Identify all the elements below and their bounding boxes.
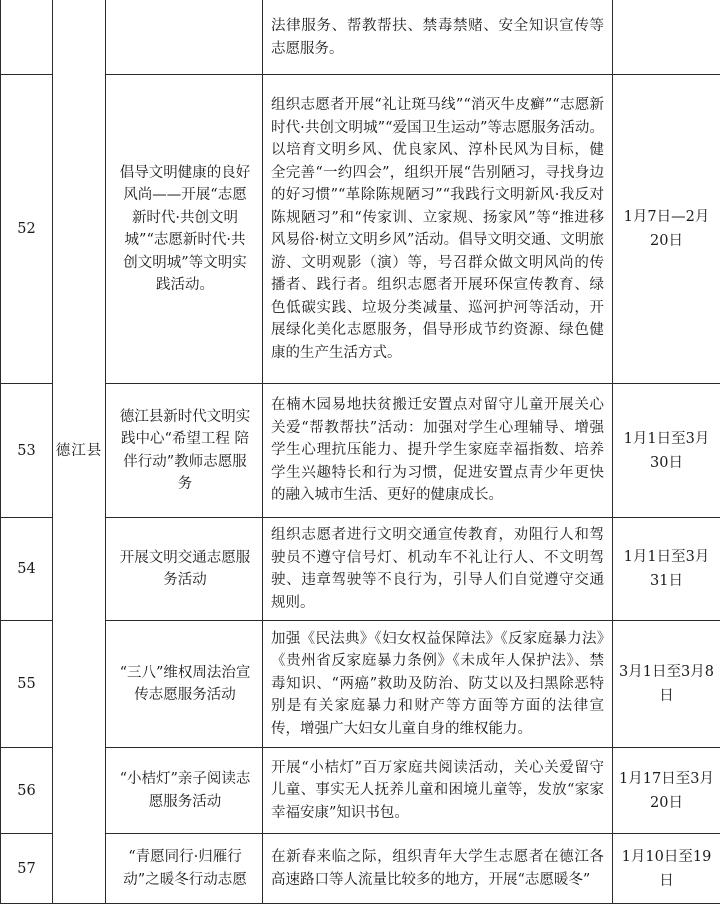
table-row <box>1 75 720 384</box>
activity-title <box>106 0 263 75</box>
table-row <box>1 748 720 834</box>
row-number: 52 <box>1 75 53 384</box>
activity-title: “小桔灯”亲子阅读志愿服务活动 <box>106 748 263 834</box>
activity-title: 倡导文明健康的良好风尚——开展“志愿新时代·共创文明城”“志愿新时代·共创文明城”等文明实践活动。 <box>106 75 263 384</box>
activity-title: “青愿同行·归雁行动”之暖冬行动志愿 <box>106 834 263 904</box>
row-number: 56 <box>1 748 53 834</box>
activity-time <box>613 0 720 75</box>
table-row <box>1 834 720 904</box>
activity-time: 1月1日至3月30日 <box>613 384 720 518</box>
activity-time: 3月1日至3月8日 <box>613 621 720 748</box>
activity-time: 1月1日至3月31日 <box>613 518 720 621</box>
row-number: 55 <box>1 621 53 748</box>
table-row <box>1 621 720 748</box>
table-row <box>1 384 720 518</box>
activity-content: 在新春来临之际，组织青年大学生志愿者在德江各高速路口等人流量比较多的地方，开展“志愿暖冬” <box>263 834 613 904</box>
activity-title: “三八”维权周法治宣传志愿服务活动 <box>106 621 263 748</box>
table-row <box>1 0 720 75</box>
county-cell: 德江县 <box>53 0 106 904</box>
activity-time: 1月10日至19日 <box>613 834 720 904</box>
table-row <box>1 518 720 621</box>
activity-time: 1月7日—2月20日 <box>613 75 720 384</box>
row-number <box>1 0 53 75</box>
activity-title: 德江县新时代文明实践中心“希望工程 陪伴行动”教师志愿服务 <box>106 384 263 518</box>
row-number: 53 <box>1 384 53 518</box>
activity-content: 法律服务、帮教帮扶、禁毒禁赌、安全知识宣传等志愿服务。 <box>263 0 613 75</box>
row-number: 57 <box>1 834 53 904</box>
row-number: 54 <box>1 518 53 621</box>
activity-content: 开展“小桔灯”百万家庭共阅读活动，关心关爱留守儿童、事实无人抚养儿童和困境儿童等，发放“家家幸福安康”知识书包。 <box>263 748 613 834</box>
activity-content: 组织志愿者进行文明交通宣传教育，劝阻行人和驾驶员不遵守信号灯、机动车不礼让行人、不文明驾驶、违章驾驶等不良行为，引导人们自觉遵守交通规则。 <box>263 518 613 621</box>
activity-content: 加强《民法典》《妇女权益保障法》《反家庭暴力法》《贵州省反家庭暴力条例》《未成年人保护法》、禁毒知识、“两癌”救助及防治、防艾以及扫黑除恶特别是有关家庭暴力和财产等方面等方面的法律宣传，增强广大妇女儿童自身的维权能力。 <box>263 621 613 748</box>
activity-title: 开展文明交通志愿服务活动 <box>106 518 263 621</box>
activity-content: 在楠木园易地扶贫搬迁安置点对留守儿童开展关心关爱“帮教帮扶”活动：加强对学生心理辅导、增强学生心理抗压能力、提升学生家庭幸福指数、培养学生兴趣特长和行为习惯，促进安置点青少年更快的融入城市生活、更好的健康成长。 <box>263 384 613 518</box>
activity-content: 组织志愿者开展“礼让斑马线”“消灭牛皮癣”“志愿新时代·共创文明城”“爱国卫生运动”等志愿服务活动。以培育文明乡风、优良家风、淳朴民风为目标，健全完善“一约四会”，组织开展“告别陋习，寻找身边的好习惯”“革除陈规陋习”“我践行文明新风·我反对陈规陋习”和“传家训、立家规、扬家风”等“推进移风易俗·树立文明乡风”活动。倡导文明交通、文明旅游、文明观影（演）等，号召群众做文明风尚的传播者、践行者。组织志愿者开展环保宣传教育、绿色低碳实践、垃圾分类减量、巡河护河等活动，开展绿化美化志愿服务，倡导形成节约资源、绿色健康的生产生活方式。 <box>263 75 613 384</box>
activity-time: 1月17日至3月20日 <box>613 748 720 834</box>
